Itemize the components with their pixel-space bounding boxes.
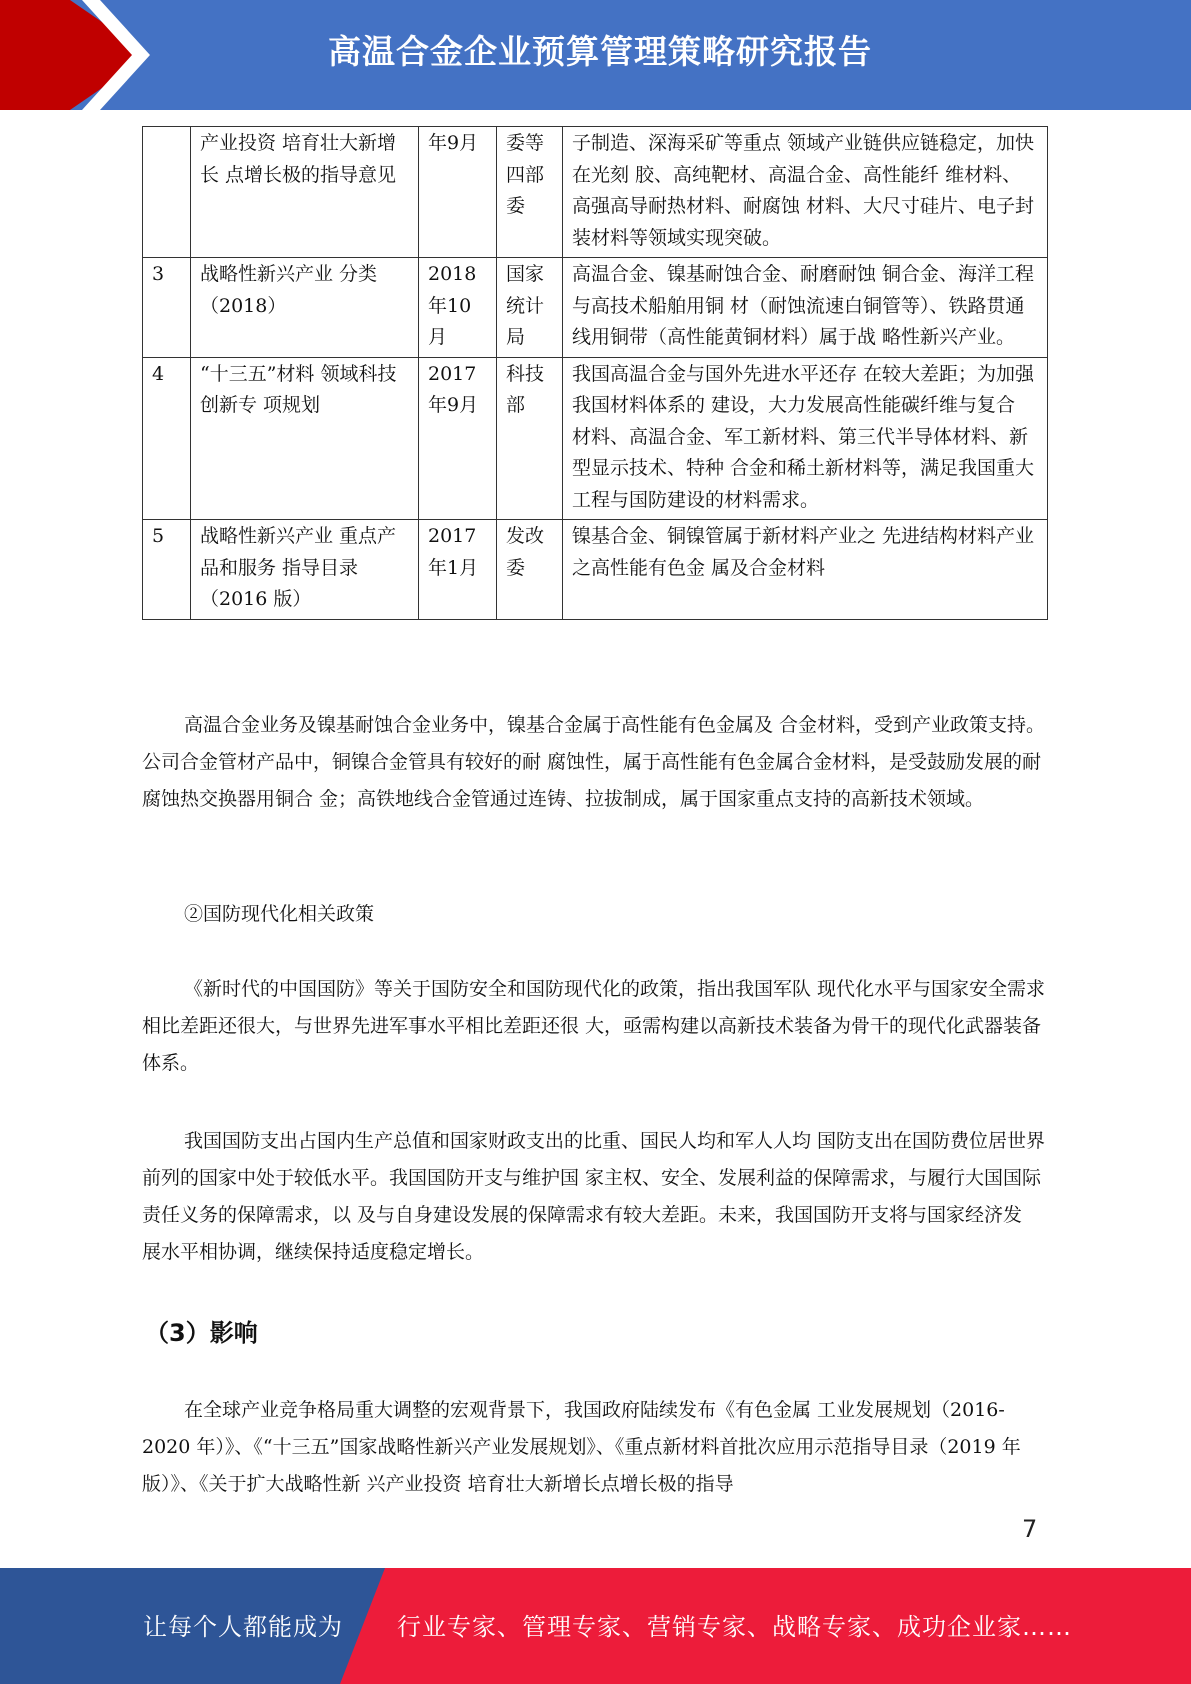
- table-row: [143, 127, 1048, 258]
- section-heading-impact: （3）影响: [145, 1319, 258, 1347]
- cell-number: 5: [143, 520, 191, 620]
- table-row: [143, 357, 1048, 520]
- table-row: [143, 520, 1048, 620]
- cell-content: 高温合金、镍基耐蚀合金、耐磨耐蚀 铜合金、海洋工程与高技术船舶用铜 材（耐蚀流速白铜管等）、铁路贯通 线用铜带（高性能黄铜材料）属于战 略性新兴产业。: [563, 258, 1048, 358]
- page-number: 7: [1022, 1515, 1038, 1543]
- cell-content: 我国高温合金与国外先进水平还存 在较大差距；为加强我国材料体系的 建设，大力发展高性能碳纤维与复合 材料、高温合金、军工新材料、第三代半导体材料、新型显示技术、特种 合金和稀土新材料等，满足我国重大 工程与国防建设的材料需求。: [563, 357, 1048, 520]
- cell-policy-name: “十三五”材料 领域科技创新专 项规划: [191, 357, 419, 520]
- header-title: 高温合金企业预算管理策略研究报告: [328, 32, 872, 71]
- cell-content: 子制造、深海采矿等重点 领域产业链供应链稳定，加快在光刻 胶、高纯靶材、高温合金、高性能纤 维材料、高强高导耐热材料、耐腐蚀 材料、大尺寸硅片、电子封装材料等领域实现突破。: [563, 127, 1048, 258]
- cell-issuer: 国家统计局: [497, 258, 563, 358]
- paragraph-defense-spending: 我国国防支出占国内生产总值和国家财政支出的比重、国民人均和军人人均 国防支出在国防费位居世界前列的国家中处于较低水平。我国国防开支与维护国 家主权、安全、发展利益的保障需求，与履行大国国际责任义务的保障需求，以 及与自身建设发展的保障需求有较大差距。未来，我国国防开支将与国家经济发 展水平相协调，继续保持适度稳定增长。: [142, 1130, 1046, 1263]
- cell-issuer: 科技部: [497, 357, 563, 520]
- cell-date: 年9月: [419, 127, 497, 258]
- subheading-defense-policy: ②国防现代化相关政策: [184, 903, 375, 925]
- cell-date: 2017年1月: [419, 520, 497, 620]
- paragraph-defense-modernization: 《新时代的中国国防》等关于国防安全和国防现代化的政策，指出我国军队 现代化水平与国家安全需求相比差距还很大，与世界先进军事水平相比差距还很 大，亟需构建以高新技术装备为骨干的现代化武器装备体系。: [142, 978, 1046, 1074]
- cell-number: [143, 127, 191, 258]
- paragraph-industry-policy: 高温合金业务及镍基耐蚀合金业务中，镍基合金属于高性能有色金属及 合金材料，受到产业政策支持。公司合金管材产品中，铜镍合金管具有较好的耐 腐蚀性，属于高性能有色金属合金材料，是受鼓励发展的耐腐蚀热交换器用铜合 金；高铁地线合金管通过连铸、拉拔制成，属于国家重点支持的高新技术领域。: [142, 714, 1046, 810]
- cell-date: 2017年9月: [419, 357, 497, 520]
- page-header: [0, 0, 1191, 110]
- cell-content: 镍基合金、铜镍管属于新材料产业之 先进结构材料产业之高性能有色金 属及合金材料: [563, 520, 1048, 620]
- footer-slogan-right: 行业专家、管理专家、营销专家、战略专家、成功企业家……: [397, 1613, 1072, 1641]
- policy-table: [142, 126, 1048, 620]
- cell-number: 4: [143, 357, 191, 520]
- cell-policy-name: 产业投资 培育壮大新增长 点增长极的指导意见: [191, 127, 419, 258]
- cell-policy-name: 战略性新兴产业 分类（2018）: [191, 258, 419, 358]
- cell-date: 2018年10月: [419, 258, 497, 358]
- cell-issuer: 发改委: [497, 520, 563, 620]
- table-row: [143, 258, 1048, 358]
- paragraph-impact: 在全球产业竞争格局重大调整的宏观背景下，我国政府陆续发布《有色金属 工业发展规划（2016-2020 年）》、《“十三五”国家战略性新兴产业发展规划》、《重点新材料首批次应用示范指导目录（2019 年版）》、《关于扩大战略性新 兴产业投资 培育壮大新增长点增长极的指导: [142, 1399, 1021, 1495]
- cell-issuer: 委等四部委: [497, 127, 563, 258]
- cell-policy-name: 战略性新兴产业 重点产品和服务 指导目录（2016 版）: [191, 520, 419, 620]
- footer-slogan-left: 让每个人都能成为: [143, 1613, 343, 1641]
- page-footer: [0, 1568, 1191, 1684]
- cell-number: 3: [143, 258, 191, 358]
